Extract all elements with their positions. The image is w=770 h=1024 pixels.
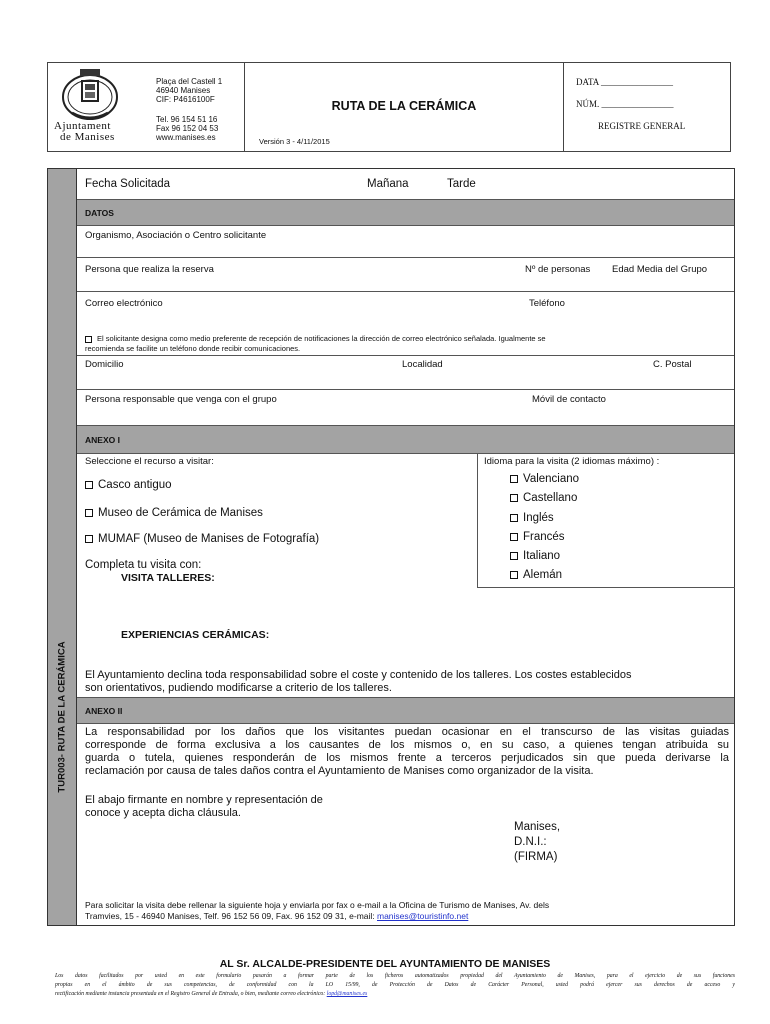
solicitar-line-2: Tramvies, 15 - 46940 Manises, Telf. 96 152 56 09, Fax. 96 152 09 31, e-mail: <box>85 911 377 921</box>
notificaciones-checkbox[interactable] <box>85 336 92 343</box>
alcalde-heading: AL Sr. ALCALDE-PRESIDENTE DEL AYUNTAMIENTO DE MANISES <box>219 958 551 970</box>
idioma-aleman[interactable] <box>510 569 562 581</box>
localidad-label: Localidad <box>402 359 443 370</box>
datos-section-header: DATOS <box>77 199 734 225</box>
dni-label: D.N.I.: <box>514 836 547 848</box>
firma-block <box>514 820 634 865</box>
idioma-italiano[interactable] <box>510 550 560 562</box>
idioma-valenciano[interactable] <box>510 473 579 485</box>
checkbox-icon <box>85 509 93 517</box>
seleccione-label: Seleccione el recurso a visitar: <box>85 456 214 467</box>
responsable-field[interactable] <box>77 389 734 426</box>
contact-line: www.manises.es <box>156 133 216 142</box>
cpostal-label: C. Postal <box>653 359 692 370</box>
checkbox-icon <box>85 535 93 543</box>
domicilio-field[interactable] <box>77 355 734 390</box>
org-contact <box>156 115 218 142</box>
resp-line: guarda o tutela, quienes responderán de los mismos frente a terceros perjudicados sin que pueda derivarse la <box>85 752 729 764</box>
idioma-label: Inglés <box>523 512 554 524</box>
idioma-label: Alemán <box>523 569 562 581</box>
checkbox-icon <box>510 494 518 502</box>
correo-label: Correo electrónico <box>85 298 163 309</box>
register-date: DATA ________________ <box>576 77 674 87</box>
firmante-line-2: conoce y acepta dicha cláusula. <box>85 807 241 819</box>
fecha-solicitada-label: Fecha Solicitada <box>85 178 171 190</box>
idioma-label: Valenciano <box>523 473 580 485</box>
anexo2-body <box>77 723 734 926</box>
declina-line-1: El Ayuntamiento declina toda responsabilidad sobre el coste y contenido de los talleres. Los costes establecidos <box>85 669 632 681</box>
recurso-mumaf[interactable] <box>85 533 319 545</box>
address-line: Plaça del Castell 1 <box>156 77 223 86</box>
lopd-email-link[interactable]: lopd@manises.es <box>326 991 368 997</box>
firmante-line-1: El abajo firmante en nombre y representación de <box>85 794 323 806</box>
idioma-ingles[interactable] <box>510 512 554 524</box>
register-general: REGISTRE GENERAL <box>598 121 686 131</box>
idioma-label: Francés <box>523 531 565 543</box>
header-logo-cell <box>48 63 245 151</box>
checkbox-icon <box>510 533 518 541</box>
idioma-title: Idioma para la visita (2 idiomas máximo) : <box>484 456 660 467</box>
firma-label: (FIRMA) <box>514 851 558 863</box>
contact-line: Tel. 96 154 51 16 <box>156 115 218 124</box>
recurso-casco[interactable] <box>85 479 172 491</box>
idioma-box <box>477 454 735 588</box>
notificaciones-text <box>85 334 727 354</box>
coat-of-arms-icon <box>58 67 122 123</box>
domicilio-label: Domicilio <box>85 359 124 370</box>
form-header <box>47 62 731 152</box>
checkbox-icon <box>510 552 518 560</box>
lopd-line: propias en el ámbito de sus competencias, de conformidad con la LO 15/99, de Protección de Datos de Carácter Personal, usted podrá ejercer sus derechos de acceso y <box>55 982 735 988</box>
checkbox-icon <box>510 514 518 522</box>
resp-line: corresponde de forma exclusiva a los causantes de los mismos o, en su caso, a quienes tengan atribuida su <box>85 739 729 751</box>
form-title: RUTA DE LA CERÁMICA <box>331 99 477 113</box>
manana-option[interactable]: Mañana <box>367 178 409 190</box>
declina-line-2: son orientativos, pudiendo modificarse a criterio de los talleres. <box>85 682 392 694</box>
persona-reserva-field[interactable] <box>77 257 734 292</box>
persona-reserva-label: Persona que realiza la reserva <box>85 264 214 275</box>
lopd-line: rectificación mediante instancia presentada en el Registro General de Entrada, o bien, mediante correo electrónico: <box>55 991 327 997</box>
recurso-label: Casco antiguo <box>98 479 172 491</box>
experiencias-area <box>77 589 734 695</box>
edad-media-label: Edad Media del Grupo <box>612 264 708 275</box>
resp-line: La responsabilidad por los daños que los visitantes puedan ocasionar en el transcurso de las visitas guiadas <box>85 726 729 738</box>
address-line: 46940 Manises <box>156 86 211 95</box>
idioma-label: Italiano <box>523 550 561 562</box>
address-line: CIF: P4616100F <box>156 95 215 104</box>
resp-line: reclamación por causa de tales daños contra el Ayuntamiento de Manises como organizador de la visita. <box>85 765 594 777</box>
solicitar-line-1: Para solicitar la visita debe rellenar la siguiente hoja y enviarla por fax o e-mail a la Oficina de Turismo de Manises, Av. dels <box>85 900 550 910</box>
anexo2-section-header: ANEXO II <box>77 697 734 723</box>
org-name-line-2: de Manises <box>60 131 115 143</box>
responsabilidad-text <box>85 726 729 778</box>
organismo-field[interactable] <box>77 225 734 258</box>
form-version: Versión 3 - 4/11/2015 <box>259 137 330 146</box>
experiencias-label: EXPERIENCIAS CERÁMICAS: <box>121 629 270 641</box>
org-name-line-1: Ajuntament <box>54 120 111 132</box>
contact-line: Fax 96 152 04 53 <box>156 124 219 133</box>
notif-line-1: El solicitante designa como medio preferente de recepción de notificaciones la dirección de correo electrónico señalada. Igualmente se <box>97 334 546 343</box>
checkbox-icon <box>85 481 93 489</box>
header-title-cell <box>245 63 564 151</box>
solicitar-text <box>85 900 729 922</box>
organismo-label: Organismo, Asociación o Centro solicitante <box>85 230 267 241</box>
firmante-text <box>85 794 485 820</box>
turismo-email-link[interactable]: manises@touristinfo.net <box>377 911 469 921</box>
checkbox-icon <box>510 475 518 483</box>
completa-label: Completa tu visita con: <box>85 559 202 571</box>
declina-text <box>85 669 729 695</box>
recurso-label: Museo de Cerámica de Manises <box>98 507 263 519</box>
telefono-label: Teléfono <box>529 298 565 309</box>
recurso-label: MUMAF (Museo de Manises de Fotografía) <box>98 533 320 545</box>
idioma-label: Castellano <box>523 492 578 504</box>
manises-label: Manises, <box>514 821 561 833</box>
talleres-label: VISITA TALLERES: <box>121 572 215 584</box>
org-address <box>156 77 222 104</box>
lopd-line: Los datos facilitados por usted en este formulario pasarán a formar parte de los ficheros automatizados propiedad del Ayuntamiento de Manises, para el ejercicio de sus funciones <box>55 973 735 979</box>
tarde-option[interactable]: Tarde <box>447 178 476 190</box>
num-personas-label: Nº de personas <box>525 264 591 275</box>
form-sidebar <box>48 169 77 925</box>
header-register-cell <box>564 63 730 151</box>
recurso-museo-ceramica[interactable] <box>85 507 263 519</box>
request-form <box>47 168 735 926</box>
idioma-frances[interactable] <box>510 531 565 543</box>
lopd-notice <box>55 972 735 999</box>
responsable-label: Persona responsable que venga con el grupo <box>85 394 277 405</box>
anexo1-section-header: ANEXO I <box>77 425 734 453</box>
date-row <box>77 169 734 199</box>
anexo1-body <box>77 453 734 590</box>
register-number: NÚM. ________________ <box>576 99 674 109</box>
checkbox-icon <box>510 571 518 579</box>
sidebar-label: TUR003- RUTA DE LA CERÁMICA <box>56 641 68 793</box>
idioma-castellano[interactable] <box>510 492 577 504</box>
movil-label: Móvil de contacto <box>532 394 606 405</box>
notif-line-2: recomienda se facilite un teléfono donde recibir comunicaciones. <box>85 344 301 353</box>
